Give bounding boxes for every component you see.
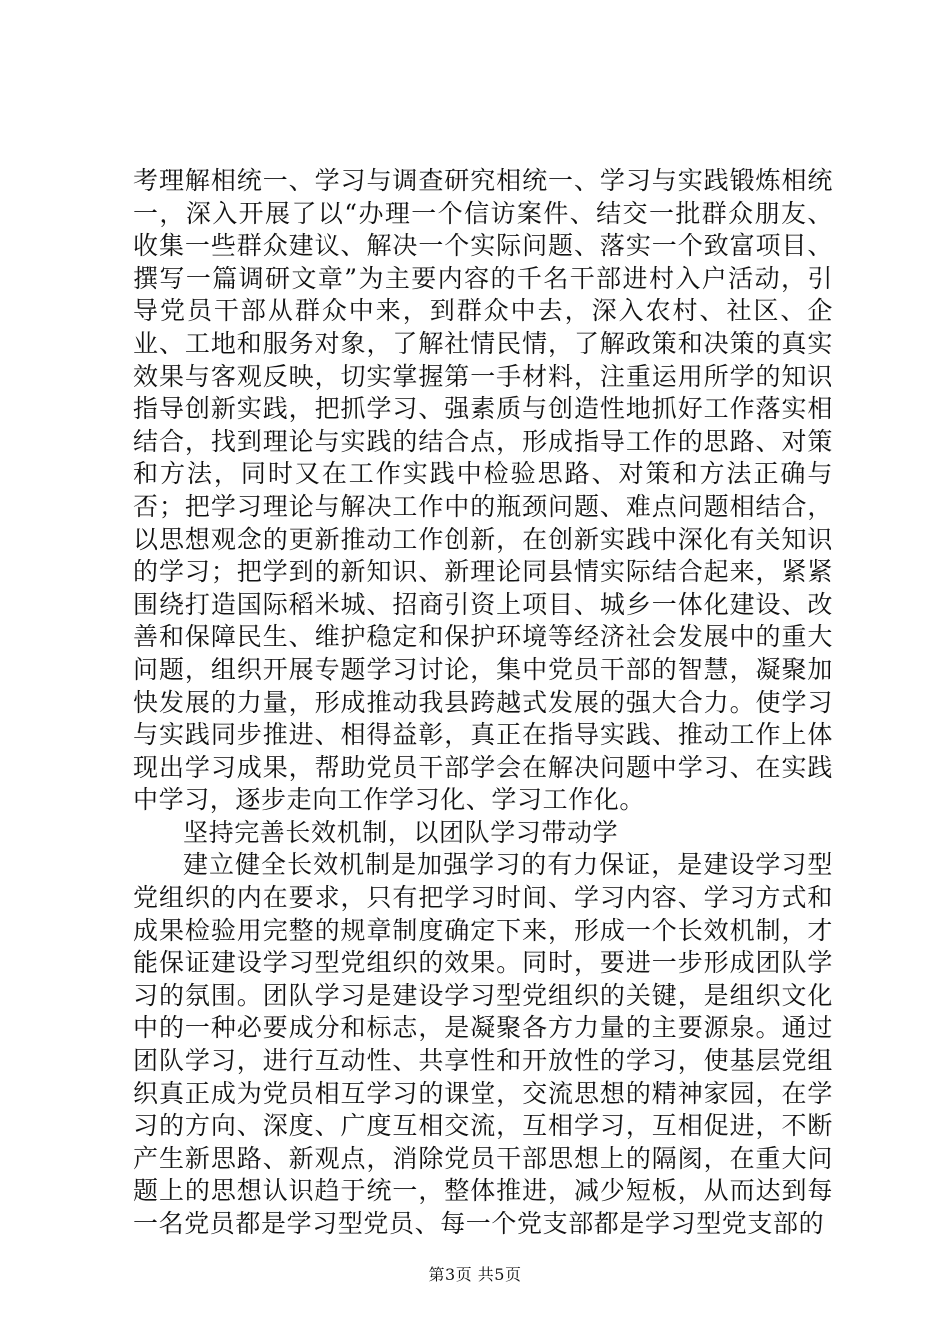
document-body (133, 165, 833, 1241)
section-heading: 坚持完善长效机制，以团队学习带动学 (183, 817, 619, 847)
page-number-footer: 第3页 共5页 (428, 1265, 522, 1284)
body-paragraph: 建立健全长效机制是加强学习的有力保证，是建设学习型党组织的内在要求，只有把学习时间、学习内容、学习方式和成果检验用完整的规章制度确定下来，形成一个长效机制，才能保证建设学习型党组织的效果。同时，要进一步形成团队学习的氛围。团队学习是建设学习型党组织的关键，是组织文化中的一种必要成分和标志，是凝聚各方力量的主要源泉。通过团队学习，进行互动性、共享性和开放性的学习，使基层党组织真正成为党员相互学习的课堂，交流思想的精神家园，在学习的方向、深度、广度互相交流，互相学习，互相促进，不断产生新思路、新观点，消除党员干部思想上的隔阂，在重大问题上的思想认识趋于统一，整体推进，减少短板，从而达到每一名党员都是学习型党员、每一个党支部都是学习型党支部的 (133, 850, 833, 1238)
body-paragraph-continued: 考理解相统一、学习与调查研究相统一、学习与实践锻炼相统一，深入开展了以“办理一个信访案件、结交一批群众朋友、收集一些群众建议、解决一个实际问题、落实一个致富项目、撰写一篇调研文章”为主要内容的千名干部进村入户活动，引导党员干部从群众中来，到群众中去，深入农村、社区、企业、工地和服务对象，了解社情民情，了解政策和决策的真实效果与客观反映，切实掌握第一手材料，注重运用所学的知识指导创新实践，把抓学习、强素质与创造性地抓好工作落实相结合，找到理论与实践的结合点，形成指导工作的思路、对策和方法，同时又在工作实践中检验思路、对策和方法正确与否；把学习理论与解决工作中的瓶颈问题、难点问题相结合，以思想观念的更新推动工作创新，在创新实践中深化有关知识的学习；把学到的新知识、新理论同县情实际结合起来，紧紧围绕打造国际稻米城、招商引资上项目、城乡一体化建设、改善和保障民生、维护稳定和保护环境等经济社会发展中的重大问题，组织开展专题学习讨论，集中党员干部的智慧，凝聚加快发展的力量，形成推动我县跨越式发展的强大合力。使学习与实践同步推进、相得益彰，真正在指导实践、推动工作上体现出学习成果，帮助党员干部学会在解决问题中学习、在实践中学习，逐步走向工作学习化、学习工作化。 (133, 166, 833, 815)
